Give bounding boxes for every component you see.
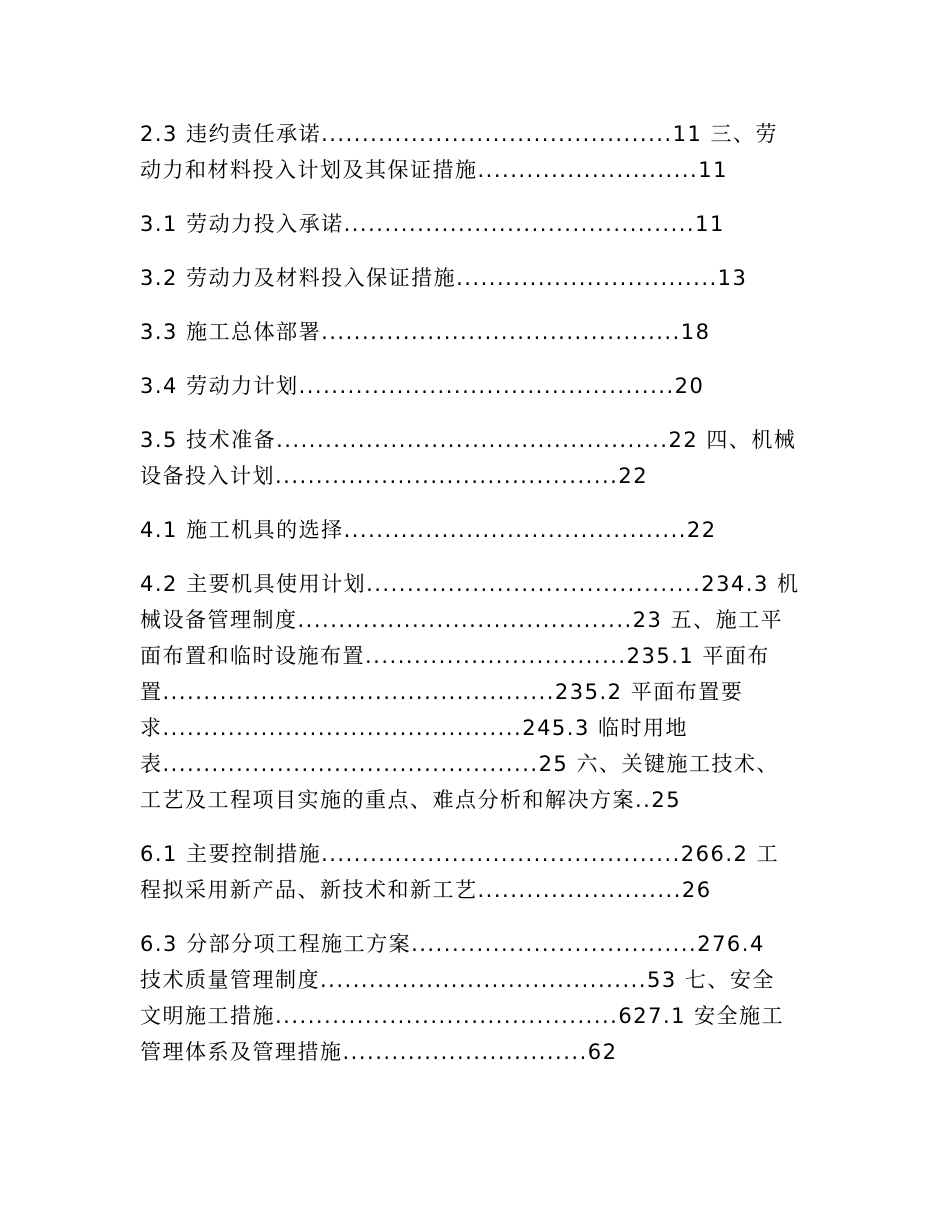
toc-line: 管理体系及管理措施..............................62: [140, 1040, 618, 1064]
toc-line: 置................................................235.2 平面布置要: [140, 680, 744, 704]
toc-line: 6.1 主要控制措施............................................266.2 工: [140, 842, 780, 866]
toc-line: 4.1 施工机具的选择..........................................22: [140, 518, 717, 542]
toc-entry: [140, 422, 820, 494]
toc-entry: [140, 926, 820, 1070]
toc-line: 程拟采用新产品、新技术和新工艺.........................26: [140, 878, 712, 902]
toc-entry: [140, 836, 820, 908]
toc-line: 表..............................................25 六、关键施工技术、: [140, 752, 779, 776]
toc-entry: [140, 206, 820, 242]
toc-entry: [140, 566, 820, 818]
toc-line: 械设备管理制度.........................................23 五、施工平: [140, 608, 784, 632]
toc-line: 3.1 劳动力投入承诺...........................................11: [140, 212, 725, 236]
toc-line: 设备投入计划..........................................22: [140, 464, 649, 488]
toc-line: 3.2 劳动力及材料投入保证措施................................13: [140, 266, 748, 290]
toc-line: 求............................................245.3 临时用地: [140, 716, 689, 740]
toc-line: 文明施工措施..........................................627.1 安全施工: [140, 1004, 785, 1028]
toc-line: 2.3 违约责任承诺...........................................11 三、劳: [140, 122, 779, 146]
toc-entry: [140, 512, 820, 548]
toc-line: 面布置和临时设施布置................................235.1 平面布: [140, 644, 770, 668]
toc-line: 技术质量管理制度........................................53 七、安全: [140, 968, 775, 992]
toc-line: 4.2 主要机具使用计划.........................................234.3 机: [140, 572, 800, 596]
toc-line: 6.3 分部分项工程施工方案...................................276.4: [140, 932, 765, 956]
toc-line: 3.4 劳动力计划..............................................20: [140, 374, 705, 398]
toc-entry: [140, 260, 820, 296]
toc-line: 3.3 施工总体部署............................................18: [140, 320, 711, 344]
toc-line: 动力和材料投入计划及其保证措施...........................11: [140, 158, 728, 182]
toc-entry: [140, 368, 820, 404]
toc-entry: [140, 116, 820, 188]
table-of-contents: [140, 116, 820, 1088]
toc-line: 工艺及工程项目实施的重点、难点分析和解决方案..25: [140, 788, 682, 812]
toc-line: 3.5 技术准备................................................22 四、机械: [140, 428, 797, 452]
toc-entry: [140, 314, 820, 350]
